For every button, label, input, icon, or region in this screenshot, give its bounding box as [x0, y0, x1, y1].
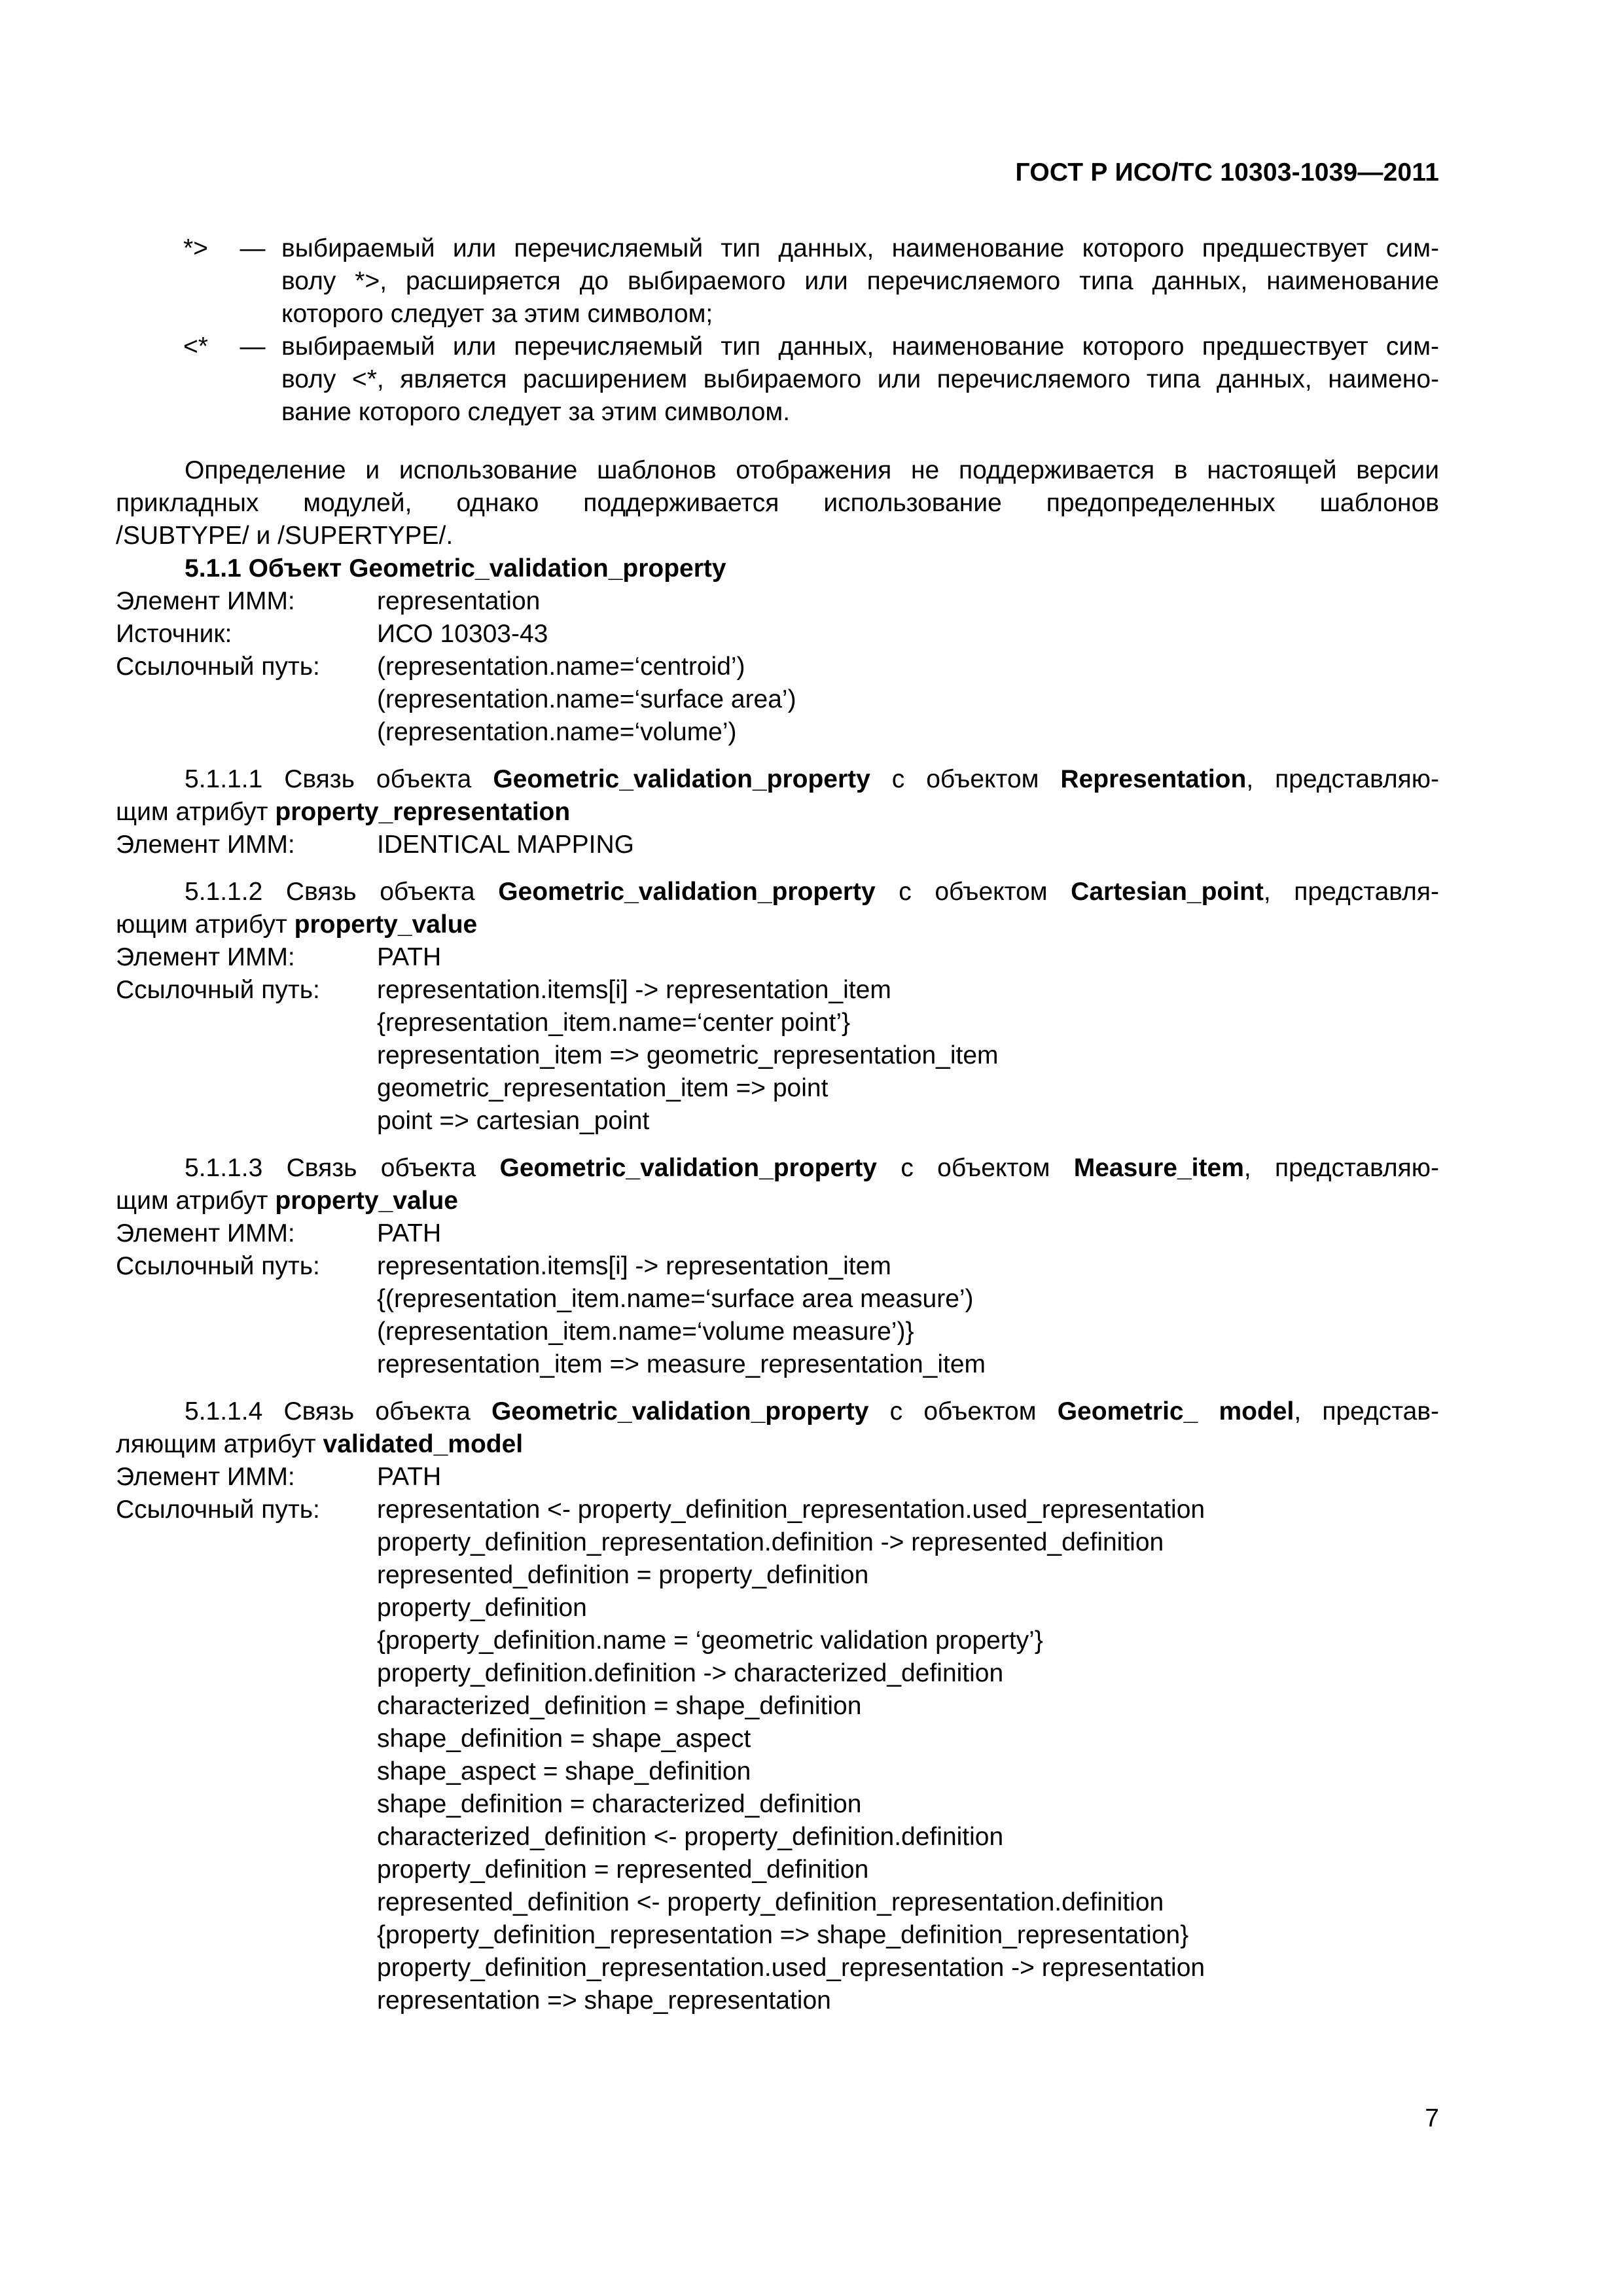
element-label: Элемент ИММ:: [116, 587, 295, 615]
path-line: property_definition = represented_definition: [377, 1856, 869, 1884]
subsection-heading-line: [116, 876, 1439, 908]
subsection-text: , представляю-: [1243, 1154, 1440, 1182]
path-field: [116, 1494, 1439, 2017]
definition-item: [116, 232, 1439, 331]
page-number: 7: [1425, 2104, 1439, 2132]
path-line: (representation.name=‘centroid’): [377, 653, 745, 681]
element-value: PATH: [377, 1219, 442, 1247]
document-page: [116, 0, 1439, 2296]
subsection-text: Связь объекта: [284, 765, 472, 793]
intro-line: прикладных модулей, однако поддерживается использование предопределенных шаблонов: [116, 489, 1439, 517]
subsections: [116, 763, 1439, 2017]
definition-line: вание которого следует за этим символом.: [281, 398, 791, 426]
subsection-text: ющим атрибут: [116, 910, 287, 939]
path-line: representation.items[i] -> representation_item: [377, 1252, 891, 1280]
subsection-entity: Geometric_validation_property: [493, 765, 870, 793]
element-field: [116, 829, 1439, 861]
path-line: (representation.name=‘volume’): [377, 718, 737, 746]
element-value: PATH: [377, 1463, 442, 1491]
path-line: (representation.name=‘surface area’): [377, 685, 796, 713]
path-value: [377, 651, 1439, 749]
subsection-text: с объектом: [899, 878, 1048, 906]
path-line: {property_definition_representation => shape_definition_representation}: [377, 1921, 1189, 1949]
subsection-number: 5.1.1.3: [185, 1154, 263, 1182]
element-label: Элемент ИММ:: [116, 1219, 295, 1247]
subsection-text: с объектом: [891, 765, 1039, 793]
element-field: [116, 941, 1439, 974]
path-line: shape_aspect = shape_definition: [377, 1757, 751, 1785]
subsection-number: 5.1.1.2: [185, 878, 263, 906]
subsection-attribute: property_value: [275, 1187, 458, 1215]
definition-line: выбираемый или перечисляемый тип данных, наименование которого предшествует сим-: [281, 332, 1439, 361]
path-label: Ссылочный путь:: [116, 976, 320, 1004]
element-value: PATH: [377, 943, 442, 971]
path-line: representation_item => geometric_representation_item: [377, 1041, 999, 1069]
subsection-target: Cartesian_point: [1071, 878, 1264, 906]
subsection-text: Связь объекта: [285, 878, 475, 906]
path-label: Ссылочный путь:: [116, 653, 320, 681]
subsection-text: щим атрибут: [116, 798, 268, 826]
definition-item: [116, 331, 1439, 429]
path-line: shape_definition = characterized_definition: [377, 1790, 862, 1818]
subsection-entity: Geometric_validation_property: [498, 878, 876, 906]
path-line: representation => shape_representation: [377, 1986, 831, 2015]
subsection: [116, 763, 1439, 861]
subsection-text: , представляю-: [1246, 765, 1440, 793]
path-value: [377, 1494, 1439, 2017]
definition-text: [281, 232, 1439, 331]
subsection-heading-line: [116, 796, 1439, 829]
subsection-text: , представ-: [1294, 1397, 1440, 1426]
path-value: [377, 1250, 1439, 1381]
document-header: ГОСТ Р ИСО/ТС 10303-1039—2011: [1015, 158, 1439, 187]
path-field: [116, 1250, 1439, 1381]
definition-symbol: *>: [183, 234, 208, 262]
subsection-text: Связь объекта: [283, 1397, 471, 1426]
subsection: [116, 1395, 1439, 2017]
intro-paragraph: [116, 454, 1439, 552]
subsection-attribute: property_value: [294, 910, 478, 939]
subsection-target: Measure_item: [1073, 1154, 1244, 1182]
path-line: characterized_definition = shape_definition: [377, 1692, 862, 1720]
subsection-target: Representation: [1060, 765, 1247, 793]
definition-line: выбираемый или перечисляемый тип данных, наименование которого предшествует сим-: [281, 234, 1439, 262]
element-label: Элемент ИММ:: [116, 943, 295, 971]
path-line: {representation_item.name=‘center point’}: [377, 1009, 851, 1037]
subsection-heading-line: [116, 1152, 1439, 1185]
path-line: representation_item => measure_representation_item: [377, 1350, 986, 1378]
subsection-heading-line: [116, 1428, 1439, 1461]
path-line: property_definition.definition -> characterized_definition: [377, 1659, 1004, 1687]
subsection-text: с объектом: [889, 1397, 1037, 1426]
subsection-heading-line: [116, 1395, 1439, 1428]
path-line: geometric_representation_item => point: [377, 1074, 829, 1102]
intro-line: /SUBTYPE/ и /SUPERTYPE/.: [116, 522, 454, 550]
path-field: [116, 974, 1439, 1138]
source-label: Источник:: [116, 620, 232, 648]
path-label: Ссылочный путь:: [116, 1252, 320, 1280]
path-line: property_definition_representation.used_representation -> representation: [377, 1954, 1205, 1982]
definition-text: [281, 331, 1439, 429]
definition-symbol: <*: [183, 332, 208, 361]
subsection-entity: Geometric_validation_property: [491, 1397, 869, 1426]
definition-line: волу <*, является расширением выбираемого или перечисляемого типа данных, наимено-: [281, 365, 1439, 393]
subsection-text: ляющим атрибут: [116, 1430, 316, 1458]
path-line: representation <- property_definition_representation.used_representation: [377, 1496, 1205, 1524]
definition-line: волу *>, расширяется до выбираемого или перечисляемого типа данных, наименование: [281, 267, 1439, 295]
element-field: [116, 585, 1439, 618]
intro-line: Определение и использование шаблонов отображения не поддерживается в настоящей версии: [185, 456, 1439, 484]
subsection-attribute: property_representation: [275, 798, 571, 826]
path-field: [116, 651, 1439, 749]
subsection-heading-line: [116, 1185, 1439, 1217]
subsection-text: Связь объекта: [286, 1154, 476, 1182]
subsection-number: 5.1.1.1: [185, 765, 263, 793]
path-line: property_definition: [377, 1594, 587, 1622]
path-label: Ссылочный путь:: [116, 1496, 320, 1524]
definition-dash: —: [240, 332, 266, 361]
path-line: represented_definition <- property_definition_representation.definition: [377, 1888, 1164, 1916]
subsection-text: щим атрибут: [116, 1187, 268, 1215]
element-value: representation: [377, 587, 541, 615]
section-heading: [116, 552, 1439, 585]
path-line: (representation_item.name=‘volume measure’)}: [377, 1318, 914, 1346]
path-line: {(representation_item.name=‘surface area measure’): [377, 1285, 974, 1313]
path-line: {property_definition.name = ‘geometric validation property’}: [377, 1626, 1043, 1655]
path-line: shape_definition = shape_aspect: [377, 1725, 751, 1753]
subsection-number: 5.1.1.4: [185, 1397, 263, 1426]
section-number: 5.1.1: [185, 554, 241, 583]
subsection-text: с объектом: [901, 1154, 1050, 1182]
definition-line: которого следует за этим символом;: [281, 300, 713, 328]
path-value: [377, 974, 1439, 1138]
element-field: [116, 1217, 1439, 1250]
element-value: IDENTICAL MAPPING: [377, 831, 634, 859]
source-field: [116, 618, 1439, 651]
subsection: [116, 876, 1439, 1138]
path-line: represented_definition = property_definition: [377, 1561, 869, 1589]
element-label: Элемент ИММ:: [116, 831, 295, 859]
subsection-text: , представля-: [1263, 878, 1439, 906]
subsection: [116, 1152, 1439, 1381]
subsection-target: Geometric_ model: [1057, 1397, 1294, 1426]
subsection-heading-line: [116, 908, 1439, 941]
element-field: [116, 1461, 1439, 1494]
path-line: characterized_definition <- property_definition.definition: [377, 1823, 1004, 1851]
path-line: point => cartesian_point: [377, 1107, 650, 1135]
path-line: representation.items[i] -> representation_item: [377, 976, 891, 1004]
source-value: ИСО 10303-43: [377, 620, 548, 648]
document-body: [116, 232, 1439, 2017]
subsection-attribute: validated_model: [323, 1430, 524, 1458]
definition-dash: —: [240, 234, 266, 262]
section-heading-prefix: Объект: [248, 554, 342, 583]
section-entity: Geometric_validation_property: [349, 554, 726, 583]
path-line: property_definition_representation.definition -> represented_definition: [377, 1528, 1164, 1556]
subsection-entity: Geometric_validation_property: [499, 1154, 877, 1182]
subsection-heading-line: [116, 763, 1439, 796]
element-label: Элемент ИММ:: [116, 1463, 295, 1491]
